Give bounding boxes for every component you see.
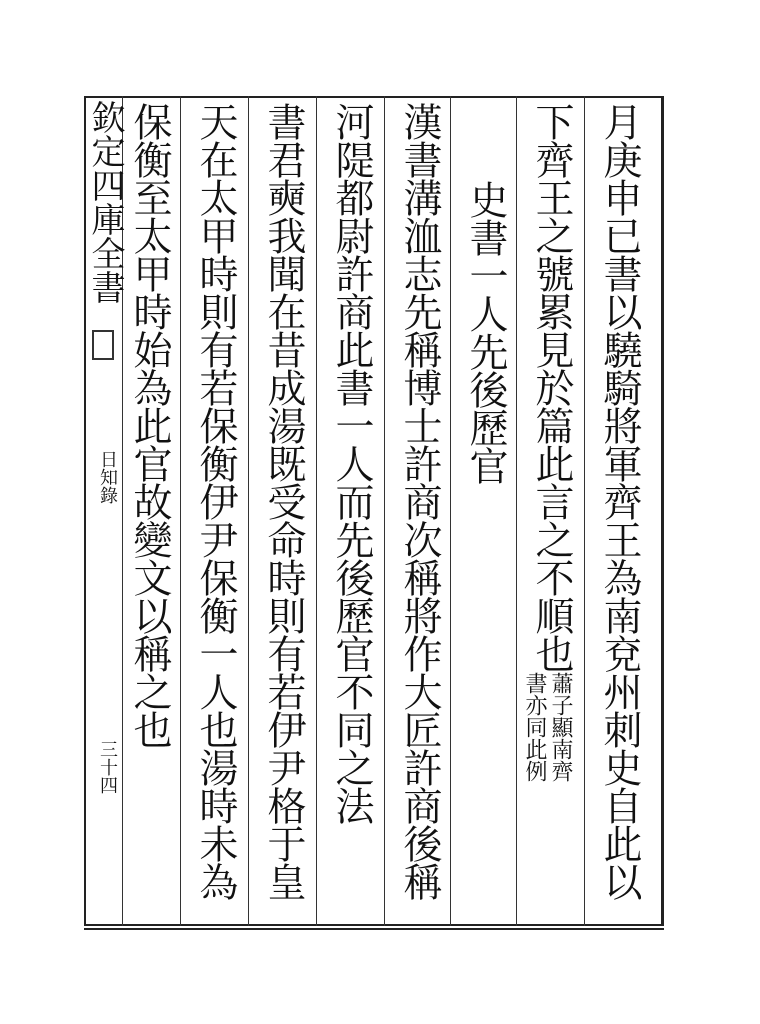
column-rule: [316, 96, 317, 926]
column-rule: [584, 96, 585, 926]
column-rule: [180, 96, 181, 926]
page-number: 三十四: [97, 740, 118, 794]
column-rule: [248, 96, 249, 926]
column-rule: [450, 96, 451, 926]
annotation-line-2: 書亦同此例: [522, 672, 547, 782]
text-column-5: 河隄都尉許商此書一人而先後歷官不同之法: [329, 102, 374, 824]
column-rule: [384, 96, 385, 926]
column-rule: [516, 96, 517, 926]
text-column-8: 保衡至太甲時始為此官故變文以稱之也: [127, 102, 172, 748]
fishtail-mark: [92, 330, 114, 360]
bottom-border: [84, 924, 664, 930]
text-column-6: 書君奭我聞在昔成湯既受命時則有若伊尹格于皇: [261, 102, 306, 900]
text-column-1: 月庚申已書以驍騎將軍齊王為南兗州刺史自此以: [597, 102, 642, 900]
text-column-4: 漢書溝洫志先稱博士許商次稱將作大匠許商後稱: [397, 102, 442, 900]
collection-title: 欽定四庫全書: [85, 100, 125, 304]
annotation-line-1: 蕭子顯南齊: [548, 672, 573, 782]
section-heading: 史書一人先後歷官: [463, 180, 508, 484]
book-title: 日知錄: [97, 450, 118, 504]
text-column-2: 下齊王之號累見於篇此言之不順也: [529, 102, 574, 672]
text-column-7: 天在太甲時則有若保衡伊尹保衡一人也湯時未為: [193, 102, 238, 900]
